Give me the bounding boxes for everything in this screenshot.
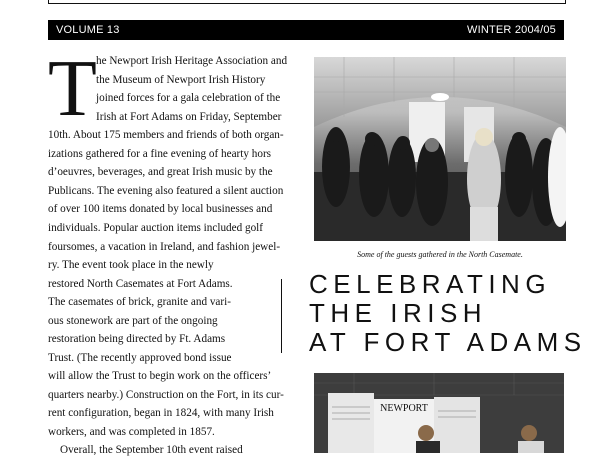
text-line: The casemates of brick, granite and vari- <box>48 296 231 309</box>
text-line: Publicans. The evening also featured a silent auction <box>48 184 284 197</box>
issue-banner <box>48 20 564 40</box>
text-line: 10th. About 175 members and friends of both organ- <box>48 129 284 141</box>
sign-title: NEWPORT <box>380 403 428 414</box>
text-line: rent configuration, began in 1824, with many Irish <box>48 407 274 420</box>
musicians-photo <box>314 373 564 453</box>
text-line: ry. The event took place in the newly <box>48 259 214 271</box>
guests-photo-art <box>314 57 566 241</box>
text-line: restoration being directed by Ft. Adams <box>48 333 226 346</box>
drop-cap: T <box>48 45 97 133</box>
headline-line: THE IRISH <box>309 298 488 328</box>
text-line: foursomes, a vacation in Ireland, and fashion jewel- <box>48 240 281 253</box>
headline-line: AT FORT ADAMS <box>309 327 587 357</box>
headline-rule <box>281 279 282 353</box>
paragraph-full-2 <box>48 367 297 460</box>
headline-line: CELEBRATING <box>309 269 552 299</box>
guests-photo <box>314 57 566 241</box>
text-line: individuals. Popular auction items included golf <box>48 221 264 234</box>
paragraph-indented-1 <box>96 52 297 126</box>
text-line: he Newport Irish Heritage Association and <box>96 55 288 67</box>
text-line: Trust. (The recently approved bond issue <box>48 351 232 364</box>
text-line: workers, and was completed in 1857. <box>48 425 215 438</box>
text-line: joined forces for a gala celebration of the <box>96 92 281 105</box>
top-frame-rule <box>48 0 566 4</box>
musicians-photo-art <box>314 373 564 453</box>
paragraph-narrow <box>48 256 253 368</box>
paragraph-full-1 <box>48 126 297 256</box>
article-headline <box>309 270 587 357</box>
text-line: will allow the Trust to begin work on the officers’ <box>48 370 272 382</box>
text-line: izations gathered for a fine evening of hearty hors <box>48 147 272 160</box>
volume-label: VOLUME 13 <box>56 24 120 36</box>
text-line: ous stonework are part of the ongoing <box>48 314 218 327</box>
text-line: Irish at Fort Adams on Friday, September <box>96 110 282 123</box>
photo-caption: Some of the guests gathered in the North Casemate. <box>357 250 523 259</box>
text-line: quarters nearby.) Construction on the Fort, in its cur- <box>48 388 284 401</box>
text-line: restored North Casemates at Fort Adams. <box>48 277 233 290</box>
text-line: of over 100 items donated by local businesses and <box>48 203 273 216</box>
text-line: the Museum of Newport Irish History <box>96 73 266 86</box>
season-label: WINTER 2004/05 <box>466 24 556 36</box>
text-line: d’oeuvres, beverages, and great Irish music by the <box>48 166 273 179</box>
text-line: Overall, the September 10th event raised <box>60 444 243 457</box>
